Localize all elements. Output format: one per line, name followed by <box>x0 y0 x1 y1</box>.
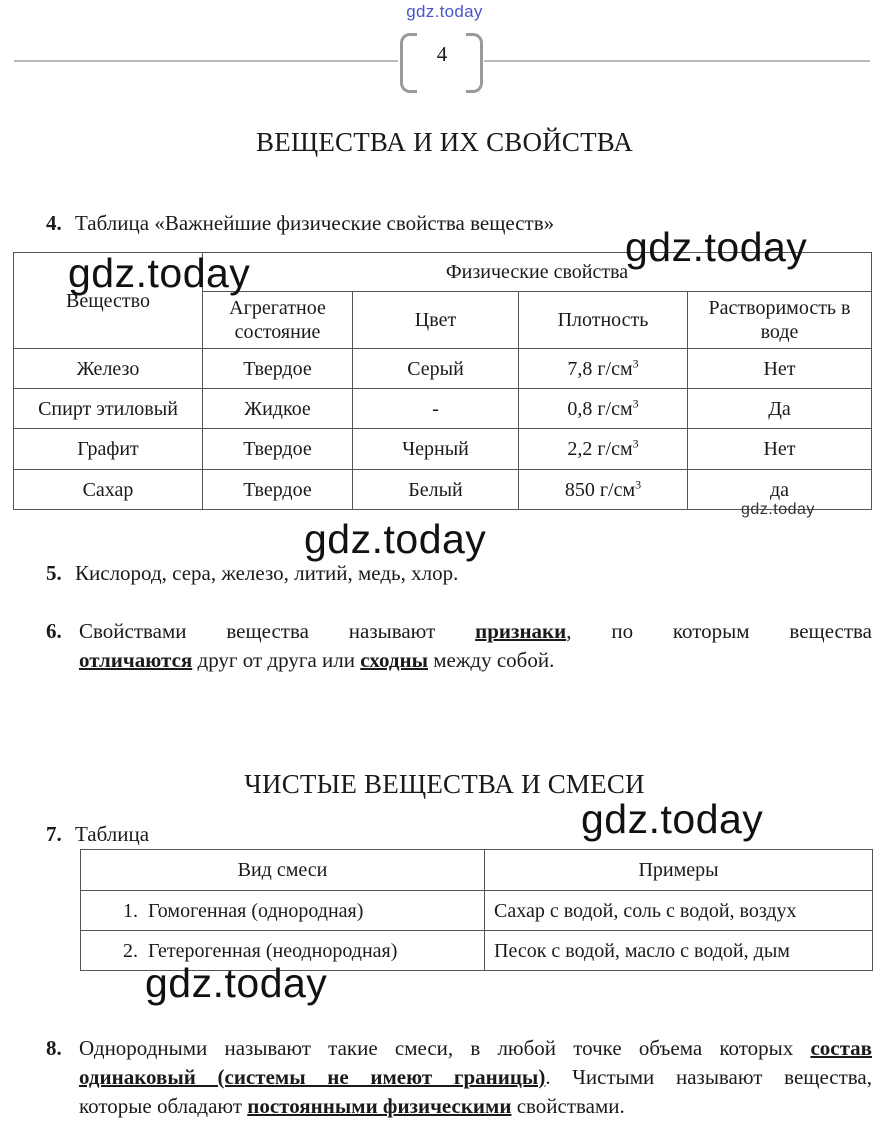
density-value: 7,8 <box>567 357 593 380</box>
cell-state: Твердое <box>203 429 353 470</box>
top-watermark: gdz.today <box>406 2 483 21</box>
cell-substance: Спирт этиловый <box>14 389 203 429</box>
task-8-text-part: Однородными называют такие смеси, в любой точке объема которых <box>79 1036 811 1060</box>
cell-color: - <box>353 389 519 429</box>
task-8-text-part: свойствами. <box>511 1094 625 1118</box>
col-mixture-type: Вид смеси <box>81 850 485 891</box>
task-6-text-part: , по которым вещества <box>566 619 872 643</box>
cell-substance: Железо <box>14 349 203 389</box>
cell-solubility: Нет <box>688 349 872 389</box>
density-value: 2,2 <box>567 438 593 460</box>
task-8-line-2 <box>79 1063 872 1092</box>
task-8-answer-same: одинаковый (системы не имеют границы) <box>79 1065 546 1089</box>
task-6-text-part: между собой. <box>428 648 555 672</box>
table-row <box>14 429 872 470</box>
density-unit: г/см <box>597 397 633 420</box>
table-row <box>14 389 872 429</box>
cell-substance: Графит <box>14 429 203 470</box>
cell-solubility: Да <box>688 389 872 429</box>
cell-state: Твердое <box>203 349 353 389</box>
density-power: 3 <box>632 355 639 370</box>
density-value: 0,8 <box>567 397 593 420</box>
task-6-answer-similar: сходны <box>360 648 429 672</box>
task-6 <box>46 617 872 675</box>
task-8-text-part: которые обладают <box>79 1094 248 1118</box>
page-number-bracket-left <box>400 33 417 93</box>
cell-examples: Сахар с водой, соль с водой, воздух <box>485 891 873 931</box>
density-unit: г/см <box>597 438 633 460</box>
task-5-number: 5. <box>46 561 62 585</box>
task-5 <box>46 559 458 588</box>
cell-mixture-type: 2. Гетерогенная (неоднородная) <box>81 931 485 971</box>
cell-state: Жидкое <box>203 389 353 429</box>
col-examples: Примеры <box>485 850 873 891</box>
task-8-line-1 <box>79 1034 872 1063</box>
task-6-answer-differ: отличаются <box>79 648 193 672</box>
cell-color: Серый <box>353 349 519 389</box>
table-row <box>81 891 873 931</box>
cell-density <box>519 349 688 389</box>
watermark: gdz.today <box>304 516 487 562</box>
task-4-text: Таблица «Важнейшие физические свойства веществ» <box>75 211 555 235</box>
task-6-line-2 <box>79 646 872 675</box>
cell-mixture-type: 1. Гомогенная (однородная) <box>81 891 485 931</box>
section-title-mixtures: ЧИСТЫЕ ВЕЩЕСТВА И СМЕСИ <box>244 769 645 799</box>
task-8-number: 8. <box>46 1036 62 1060</box>
task-6-line-1 <box>79 617 872 646</box>
task-7-text: Таблица <box>75 822 150 846</box>
density-unit: г/см <box>599 478 636 501</box>
task-5-text: Кислород, сера, железо, литий, медь, хлор. <box>75 561 459 585</box>
task-6-text-part: Свойствами вещества называют <box>79 619 436 643</box>
cell-substance: Сахар <box>14 470 203 510</box>
page-number: 4 <box>436 42 448 66</box>
col-density: Плотность <box>519 292 688 349</box>
col-color: Цвет <box>353 292 519 349</box>
density-value: 850 <box>564 478 595 501</box>
density-power: 3 <box>632 395 639 410</box>
task-8-answer-composition: состав <box>810 1036 872 1060</box>
task-6-answer-features: признаки <box>475 619 567 643</box>
task-7-number: 7. <box>46 822 62 846</box>
header-rule-right <box>484 60 870 62</box>
watermark: gdz.today <box>741 501 815 518</box>
density-power: 3 <box>632 436 639 451</box>
cell-density <box>519 429 688 470</box>
cell-density <box>519 470 688 510</box>
task-8-line-3 <box>79 1092 872 1121</box>
density-power: 3 <box>635 476 642 491</box>
cell-state: Твердое <box>203 470 353 510</box>
col-solubility: Растворимость в воде <box>688 292 872 349</box>
col-group-physical-properties: Физические свойства <box>203 253 872 292</box>
mixtures-table <box>80 849 873 971</box>
task-4-number: 4. <box>46 211 62 235</box>
cell-solubility: да <box>688 470 872 510</box>
table-row <box>14 349 872 389</box>
task-8-answer-constant-physical: постоянными физическими <box>247 1094 512 1118</box>
watermark: gdz.today <box>581 796 764 842</box>
task-6-text-part: друг от друга или <box>192 648 361 672</box>
cell-color: Черный <box>353 429 519 470</box>
task-6-number: 6. <box>46 619 62 643</box>
col-substance: Вещество <box>14 253 203 349</box>
cell-solubility: Нет <box>688 429 872 470</box>
cell-examples: Песок с водой, масло с водой, дым <box>485 931 873 971</box>
task-8 <box>46 1034 872 1121</box>
section-title-substances: ВЕЩЕСТВА И ИХ СВОЙСТВА <box>255 127 633 157</box>
cell-density <box>519 389 688 429</box>
header-rule-left <box>14 60 398 62</box>
cell-color: Белый <box>353 470 519 510</box>
watermark: gdz.today <box>145 960 328 1006</box>
task-7 <box>46 820 149 849</box>
task-4 <box>46 209 554 238</box>
watermark: gdz.today <box>68 250 251 296</box>
col-state: Агрегатное состояние <box>203 292 353 349</box>
density-unit: г/см <box>597 357 633 380</box>
watermark: gdz.today <box>625 224 808 270</box>
task-8-text-part: . Чистыми называют вещества, <box>545 1065 872 1089</box>
page-number-bracket-right <box>466 33 483 93</box>
